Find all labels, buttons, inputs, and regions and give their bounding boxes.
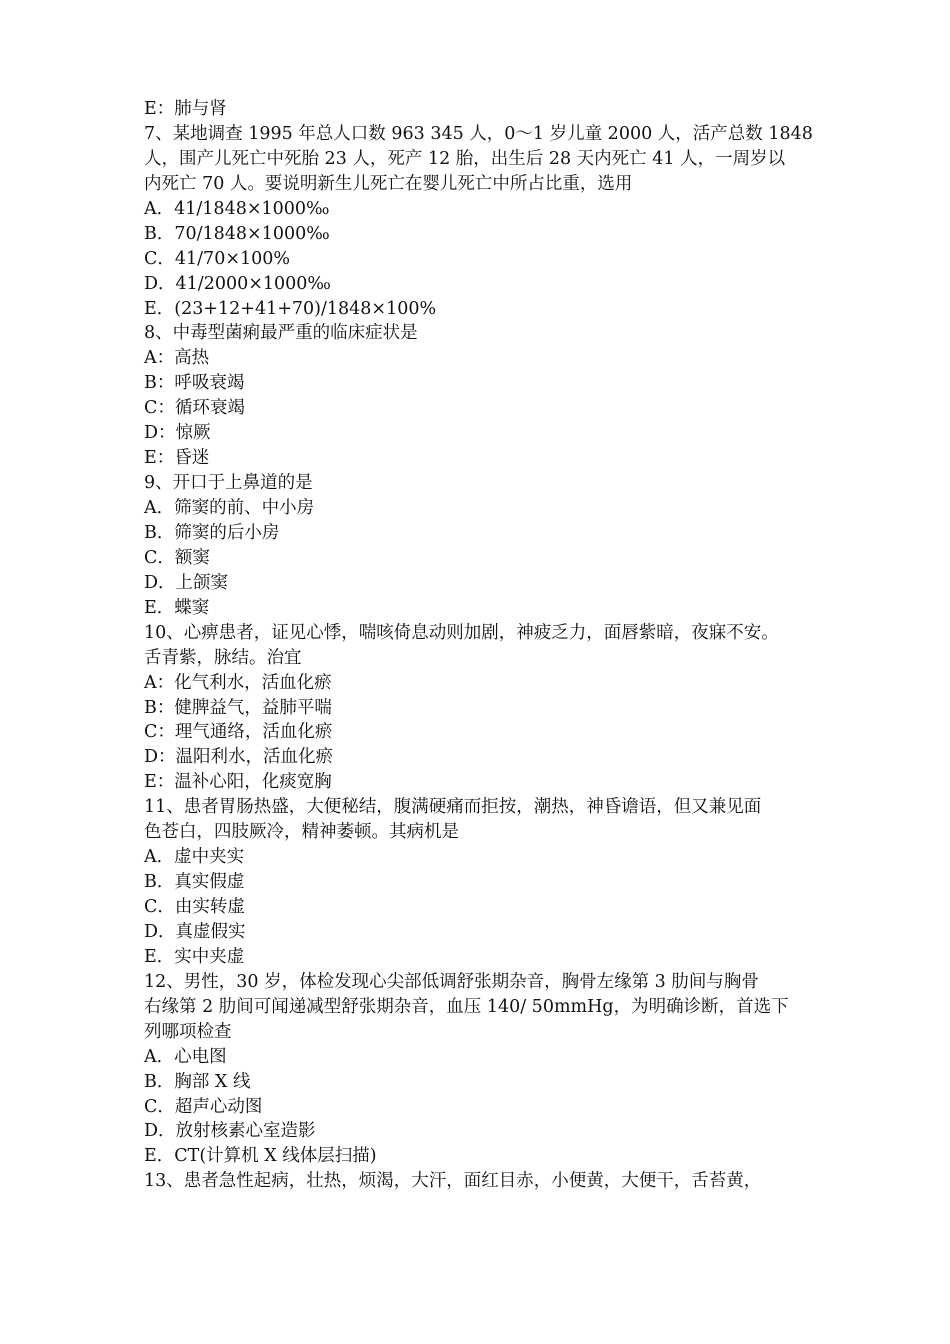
text-line: E．实中夹虚 [144, 946, 245, 967]
text-line: 12、男性，30 岁，体检发现心尖部低调舒张期杂音，胸骨左缘第 3 肋间与胸骨 [144, 971, 759, 992]
text-line: C．41/70×100% [144, 248, 291, 269]
text-line: 列哪项检查 [144, 1021, 232, 1042]
text-line: D．上颌窦 [144, 572, 229, 593]
text-line: 人，围产儿死亡中死胎 23 人，死产 12 胎，出生后 28 天内死亡 41 人，一周岁以 [144, 148, 786, 169]
text-line: 9、开口于上鼻道的是 [144, 473, 313, 494]
text-line: A．虚中夹实 [144, 847, 245, 868]
text-line: E：温补心阳，化痰宽胸 [144, 772, 332, 793]
text-line: E：肺与肾 [144, 99, 227, 119]
text-line: 内死亡 70 人。要说明新生儿死亡在婴儿死亡中所占比重，选用 [144, 173, 633, 194]
text-line: E．CT(计算机 X 线体层扫描) [144, 1146, 377, 1167]
text-line: D．真虚假实 [144, 921, 246, 942]
text-line: A：高热 [144, 348, 210, 369]
text-line: 7、某地调查 1995 年总人口数 963 345 人，0～1 岁儿童 2000 人，活产总数 1848 [144, 123, 813, 144]
text-line: C．额窦 [144, 547, 210, 568]
text-line: C．由实转虚 [144, 897, 245, 917]
text-line: B．70/1848×1000‰ [144, 223, 330, 244]
text-line: A：化气利水，活血化瘀 [144, 672, 332, 693]
text-line: B：健脾益气，益肺平喘 [144, 697, 332, 718]
text-line: D．41/2000×1000‰ [144, 273, 331, 294]
text-line: A．心电图 [144, 1046, 227, 1067]
text-line: D．放射核素心室造影 [144, 1121, 316, 1142]
text-line: D：惊厥 [144, 423, 211, 444]
text-line: 8、中毒型菌痢最严重的临床症状是 [144, 323, 418, 344]
text-line: B：呼吸衰竭 [144, 373, 245, 394]
text-line: 舌青紫，脉结。治宜 [144, 647, 302, 668]
text-line: 11、患者胃肠热盛，大便秘结，腹满硬痛而拒按，潮热，神昏谵语，但又兼见面 [144, 797, 762, 818]
text-line: 13、患者急性起病，壮热，烦渴，大汗，面红目赤，小便黄，大便干，舌苔黄， [144, 1171, 762, 1192]
text-line: C．超声心动图 [144, 1096, 263, 1117]
text-line: 10、心痹患者，证见心悸，喘咳倚息动则加剧，神疲乏力，面唇紫暗，夜寐不安。 [144, 622, 779, 643]
text-line: B．胸部 X 线 [144, 1071, 251, 1092]
text-line: 右缘第 2 肋间可闻递减型舒张期杂音，血压 140/ 50mmHg，为明确诊断，首选下 [144, 996, 789, 1017]
text-line: C：循环衰竭 [144, 398, 245, 419]
text-line: B．筛窦的后小房 [144, 522, 280, 543]
text-line: A．41/1848×1000‰ [144, 198, 330, 219]
text-line: C：理气通络，活血化瘀 [144, 722, 333, 743]
text-line: D：温阳利水，活血化瘀 [144, 747, 334, 768]
text-line: E．蝶窦 [144, 597, 210, 618]
text-line: A．筛窦的前、中小房 [144, 498, 315, 518]
text-line: B．真实假虚 [144, 872, 245, 893]
text-line: E．(23+12+41+70)/1848×100% [144, 298, 437, 319]
text-line: E：昏迷 [144, 448, 210, 469]
document-page [144, 97, 816, 1194]
text-line: 色苍白，四肢厥冷，精神萎顿。其病机是 [144, 822, 459, 843]
